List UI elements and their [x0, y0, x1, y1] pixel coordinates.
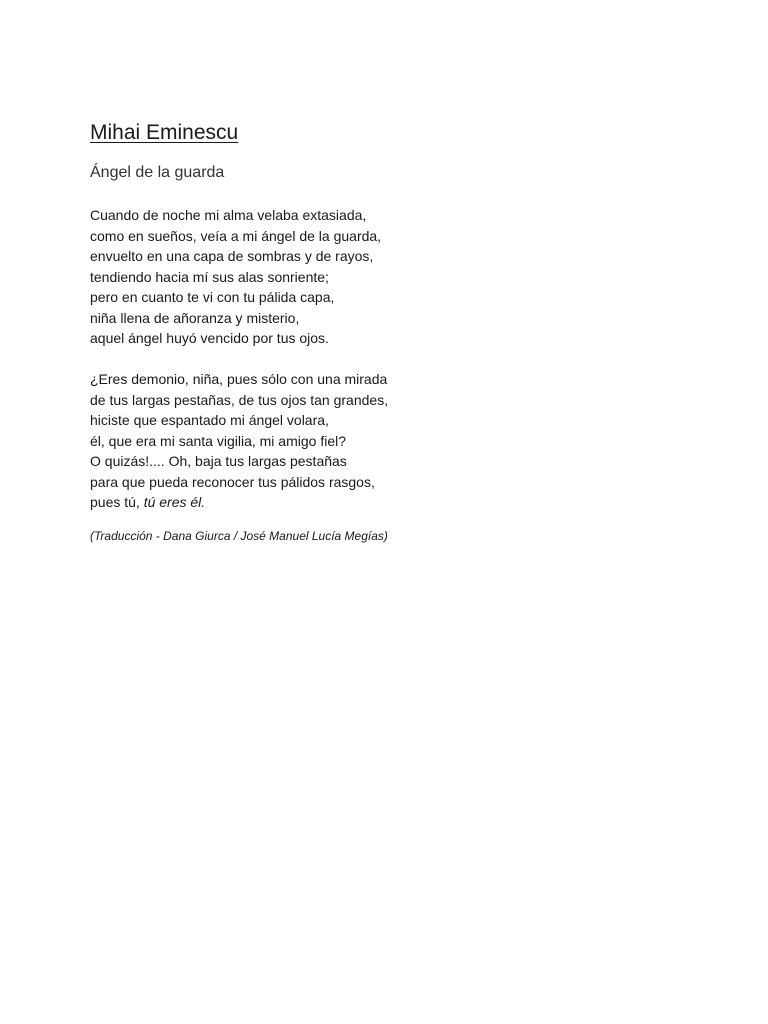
poem-line: para que pueda reconocer tus pálidos rasgos, — [90, 473, 375, 490]
poem-line: ¿Eres demonio, niña, pues sólo con una mirada — [90, 371, 388, 387]
last-line-plain: pues tú, — [90, 494, 144, 510]
stanza-2 — [90, 369, 690, 513]
stanza-1 — [90, 205, 690, 349]
last-line-italic: tú eres él. — [143, 494, 206, 510]
poem-line: Cuando de noche mi alma velaba extasiada, — [90, 207, 367, 223]
poem-line: tendiendo hacia mí sus alas sonriente; — [90, 268, 329, 285]
poem-title: Ángel de la guarda — [90, 164, 225, 181]
poem-line: él, que era mi santa vigilia, mi amigo fiel? — [90, 432, 347, 449]
poem-line: envuelto en una capa de sombras y de rayos, — [90, 248, 374, 264]
poem-last-line — [90, 492, 690, 513]
document-page — [90, 119, 690, 544]
poem-line: pero en cuanto te vi con tu pálida capa, — [90, 289, 335, 305]
poem-line: como en sueños, veía a mi ángel de la guarda, — [90, 227, 382, 244]
poem-line: O quizás!.... Oh, baja tus largas pestañas — [90, 453, 347, 469]
translation-credit: (Traducción - Dana Giurca / José Manuel Lucía Megías) — [90, 528, 388, 543]
poem-line: aquel ángel huyó vencido por tus ojos. — [90, 330, 329, 346]
author-heading: Mihai Eminescu — [90, 121, 239, 144]
poem-line: niña llena de añoranza y misterio, — [90, 309, 300, 326]
poem-line: de tus largas pestañas, de tus ojos tan grandes, — [90, 391, 389, 408]
poem-line: hiciste que espantado mi ángel volara, — [90, 412, 329, 428]
